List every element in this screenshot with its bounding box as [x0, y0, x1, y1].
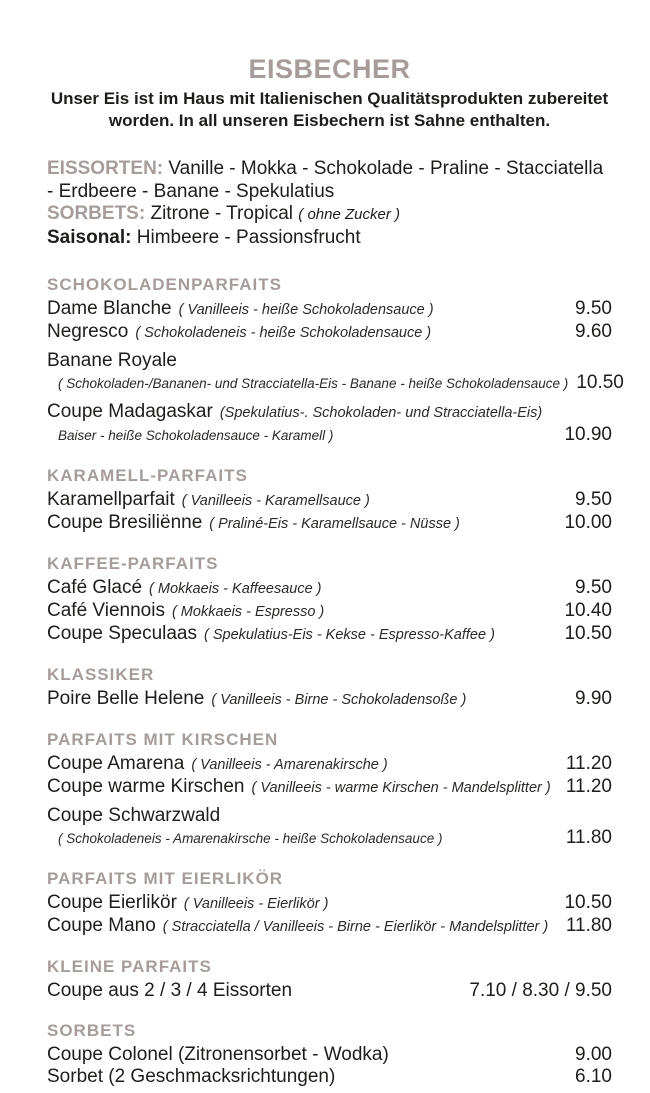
item-name: Coupe warme Kirschen	[47, 776, 245, 797]
item-price: 9.50	[575, 489, 612, 510]
item-line	[47, 805, 612, 827]
menu-item	[47, 512, 612, 535]
item-price: 11.20	[565, 753, 612, 774]
item-desc: ( Vanilleeis - heiße Schokoladensauce )	[178, 302, 434, 318]
menu-item	[47, 298, 612, 321]
item-name: Coupe Mano	[47, 915, 156, 936]
menu-item	[47, 805, 612, 850]
item-line	[47, 623, 612, 646]
item-desc-2: ( Schokoladen-/Bananen- und Stracciatella-Eis - Banane - heiße Schokoladensauce )	[58, 376, 569, 391]
section-title: KLASSIKER	[47, 665, 155, 684]
intro-row-sorbets	[47, 203, 612, 227]
item-price: 9.50	[575, 577, 612, 598]
section-title: PARFAITS MIT EIERLIKÖR	[47, 869, 284, 888]
menu-section	[47, 665, 612, 711]
menu-item	[47, 1066, 612, 1088]
item-price: 10.90	[564, 424, 612, 445]
menu-section	[47, 869, 612, 938]
intro-text-sorbets: Zitrone - Tropical	[150, 203, 294, 224]
menu-section	[47, 275, 624, 447]
item-name: Coupe Eierlikör	[47, 892, 177, 913]
item-name: Karamellparfait	[47, 489, 175, 510]
menu-item	[47, 776, 612, 799]
item-price: 11.80	[565, 915, 612, 936]
menu-section	[47, 466, 612, 535]
item-price: 11.20	[565, 776, 612, 797]
item-line	[47, 980, 612, 1002]
item-line-2	[47, 424, 612, 447]
item-line	[47, 321, 612, 344]
menu-item	[47, 321, 612, 344]
intro-label-saisonal: Saisonal:	[47, 226, 132, 248]
item-desc: ( Vanilleeis - Amarenakirsche )	[191, 757, 388, 773]
item-line	[47, 1044, 612, 1066]
item-name: Café Glacé	[47, 577, 143, 598]
menu-item	[47, 1044, 612, 1066]
menu-item	[47, 688, 612, 711]
section-title: PARFAITS MIT KIRSCHEN	[47, 730, 279, 749]
item-name: Poire Belle Helene	[47, 688, 205, 709]
menu-item	[47, 577, 612, 600]
item-name: Coupe aus 2 / 3 / 4 Eissorten	[47, 980, 293, 1001]
menu-item	[47, 753, 612, 776]
item-name: Banane Royale	[47, 350, 177, 371]
menu-section	[47, 730, 612, 850]
item-name: Dame Blanche	[47, 298, 172, 319]
item-desc: ( Spekulatius-Eis - Kekse - Espresso-Kaffee )	[204, 627, 495, 643]
item-desc: ( Stracciatella / Vanilleeis - Birne - Eierlikör - Mandelsplitter )	[162, 919, 549, 935]
intro-text-eissorten: Vanille - Mokka - Schokolade - Praline - Stacciatella - Erdbeere - Banane - Spekulatius	[47, 158, 604, 202]
item-line	[47, 915, 612, 938]
item-price: 11.80	[565, 827, 612, 848]
item-desc-2: ( Schokoladeneis - Amarenakirsche - heiße Schokoladensauce )	[58, 831, 443, 846]
item-line	[47, 1066, 612, 1088]
item-line-2	[47, 372, 624, 395]
item-line	[47, 577, 612, 600]
item-desc: ( Vanilleeis - Birne - Schokoladensoße )	[211, 692, 467, 708]
section-title: SORBETS	[47, 1021, 137, 1040]
intro-row-eissorten	[47, 158, 612, 203]
item-price: 10.50	[576, 372, 624, 393]
item-desc: ( Vanilleeis - Eierlikör )	[183, 896, 329, 912]
intro-text-saisonal: Himbeere - Passionsfrucht	[136, 226, 361, 248]
item-name: Coupe Schwarzwald	[47, 805, 221, 826]
item-desc-2: Baiser - heiße Schokoladensauce - Karamell )	[58, 428, 334, 443]
item-desc: ( Mokkaeis - Kaffeesauce )	[149, 581, 322, 597]
item-desc: (Spekulatius-. Schokoladen- und Stracciatella-Eis)	[219, 405, 543, 421]
item-line	[47, 600, 612, 623]
item-price: 9.90	[575, 688, 612, 709]
item-desc: ( Praliné-Eis - Karamellsauce - Nüsse )	[209, 516, 460, 532]
item-name: Coupe Amarena	[47, 753, 185, 774]
page-title: EISBECHER	[248, 54, 411, 84]
section-title: KARAMELL-PARFAITS	[47, 466, 248, 485]
section-title: SCHOKOLADENPARFAITS	[47, 275, 282, 294]
item-price: 10.50	[564, 623, 612, 644]
menu-section	[47, 554, 612, 646]
menu-section	[47, 957, 612, 1002]
section-title: KAFFEE-PARFAITS	[47, 554, 219, 573]
item-line	[47, 512, 612, 535]
item-line	[47, 776, 612, 799]
menu-item	[47, 980, 612, 1002]
item-line	[47, 753, 612, 776]
item-price: 9.00	[575, 1044, 612, 1065]
item-price: 10.00	[564, 512, 612, 533]
item-line	[47, 298, 612, 321]
menu-item	[47, 350, 624, 395]
intro-label-sorbets: SORBETS:	[47, 203, 146, 224]
menu-item	[47, 623, 612, 646]
item-price: 10.40	[564, 600, 612, 621]
item-desc: ( Vanilleeis - warme Kirschen - Mandelsplitter )	[251, 780, 551, 796]
item-name: Café Viennois	[47, 600, 165, 621]
menu-sections	[47, 275, 624, 1088]
item-name: Sorbet (2 Geschmacksrichtungen)	[47, 1066, 336, 1087]
item-price: 6.10	[575, 1066, 612, 1087]
menu-section	[47, 1021, 612, 1088]
item-line	[47, 350, 612, 372]
menu-item	[47, 892, 612, 915]
menu-item	[47, 401, 612, 447]
item-price: 9.50	[575, 298, 612, 319]
item-name: Coupe Bresiliënne	[47, 512, 203, 533]
menu-item	[47, 600, 612, 623]
item-desc: ( Schokoladeneis - heiße Schokoladensauce )	[135, 325, 432, 341]
item-price: 7.10 / 8.30 / 9.50	[469, 980, 612, 1001]
item-line	[47, 489, 612, 512]
item-name: Coupe Madagaskar	[47, 401, 213, 422]
item-line-2	[47, 827, 612, 850]
item-desc: ( Vanilleeis - Karamellsauce )	[181, 493, 370, 509]
item-name: Coupe Speculaas	[47, 623, 197, 644]
item-line	[47, 401, 612, 424]
item-desc: ( Mokkaeis - Espresso )	[171, 604, 325, 620]
item-name: Coupe Colonel (Zitronensorbet - Wodka)	[47, 1044, 389, 1065]
item-line	[47, 892, 612, 915]
intro-label-eissorten: EISSORTEN:	[47, 158, 164, 179]
item-name: Negresco	[47, 321, 129, 342]
intro-block	[47, 158, 612, 249]
item-line	[47, 688, 612, 711]
menu-subtitle: Unser Eis ist im Haus mit Italienischen Qualitätsprodukten zubereitet worden. In all unseren Eisbechern ist Sahne enthalten.	[50, 89, 609, 130]
intro-row-saisonal	[47, 227, 612, 250]
intro-note-sorbets: ( ohne Zucker )	[298, 206, 401, 223]
item-price: 9.60	[575, 321, 612, 342]
item-price: 10.50	[564, 892, 612, 913]
menu-item	[47, 489, 612, 512]
section-title: KLEINE PARFAITS	[47, 957, 212, 976]
menu-item	[47, 915, 612, 938]
